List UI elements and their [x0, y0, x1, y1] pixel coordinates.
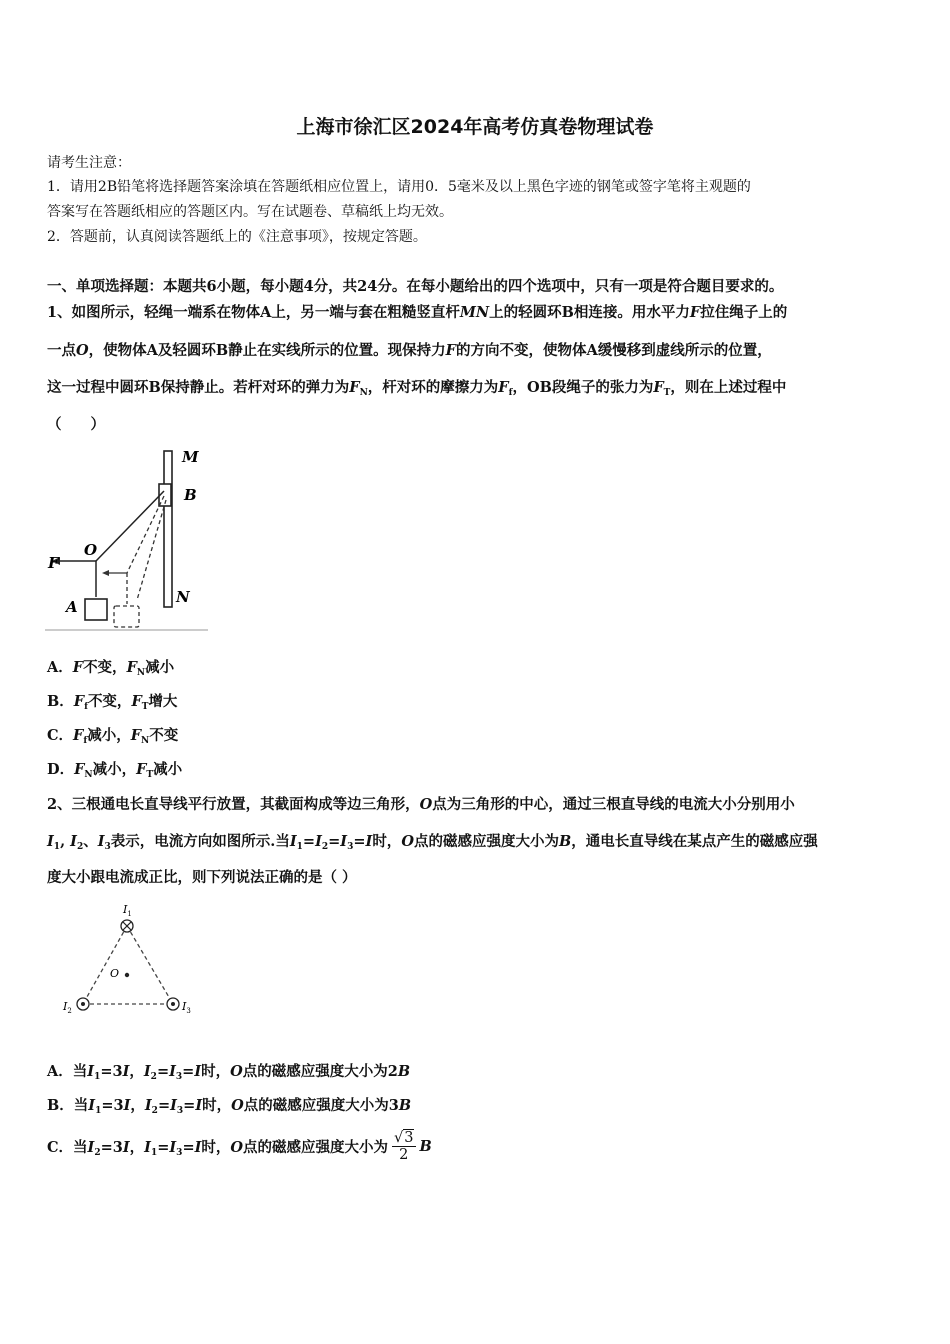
label-i1: $I_1$ [123, 903, 132, 918]
label-M: M [182, 448, 199, 466]
fraction-sqrt3-over-2: $\frac{√3}{2}$ [394, 1130, 414, 1163]
q1-line-1: 1、如图所示，轻绳一端系在物体A上，另一端与套在粗糙竖直杆MN上的轻圆环B相连接。用水平力F拉住绳子上的 [47, 304, 788, 321]
q2-line-1: 2、三根通电长直导线平行放置，其截面构成等边三角形，O点为三角形的中心，通过三根直导线的电流大小分别用小 [47, 796, 795, 813]
wire-2-out-of-page-icon [77, 998, 89, 1010]
q1-figure [40, 440, 215, 640]
q1-line-2: 一点O，使物体A及轻圆环B静止在实线所示的位置。现保持力F的方向不变，使物体A缓慢移到虚线所示的位置， [47, 342, 772, 359]
q1-option-c[interactable]: C．$F_f$减小，$F_N$不变 [47, 727, 179, 746]
q1-option-a[interactable]: A．F不变，$F_N$减小 [47, 659, 175, 678]
label-o: O [110, 967, 120, 980]
notice-line-1: 1．请用2B铅笔将选择题答案涂填在答题纸相应位置上，请用0．5毫米及以上黑色字迹的钢笔或签字笔将主观题的 [47, 179, 751, 195]
notice-line-2: 答案写在答题纸相应的答题区内。写在试题卷、草稿纸上均无效。 [47, 204, 453, 220]
label-i2: $I_2$ [63, 1000, 72, 1015]
label-N: N [176, 588, 190, 606]
label-A: A [66, 598, 78, 616]
q2-figure [55, 898, 215, 1026]
q2-option-b[interactable]: B．当$I_1=3I$，$I_2=I_3=I$时，O点的磁感应强度大小为3B [47, 1097, 412, 1116]
label-i3: $I_3$ [182, 1000, 191, 1015]
q2-line-3: 度大小跟电流成正比，则下列说法正确的是（ ） [47, 869, 357, 886]
notice-line-3: 2．答题前，认真阅读答题纸上的《注意事项》，按规定答题。 [47, 229, 427, 245]
q1-option-d[interactable]: D．$F_N$减小，$F_T$减小 [47, 761, 183, 780]
label-B: B [184, 486, 197, 504]
wire-1-into-page-icon [121, 920, 133, 932]
q1-option-b[interactable]: B．$F_f$不变，$F_T$增大 [47, 693, 178, 712]
notice-heading: 请考生注意： [47, 155, 131, 171]
section-1-heading: 一、单项选择题：本题共6小题，每小题4分，共24分。在每小题给出的四个选项中，只有一项是符合题目要求的。 [47, 278, 784, 295]
wire-3-out-of-page-icon [167, 998, 179, 1010]
q2-option-c[interactable]: C．当$I_2=3I$，$I_1=I_3=I$时，O点的磁感应强度大小为 $\frac{√3}{2}$ B [47, 1130, 432, 1163]
center-point-o [125, 973, 129, 977]
label-F: F [48, 554, 59, 572]
q1-answer-paren: （ ） [47, 416, 105, 433]
q2-line-2: $I_1$, $I_2$、$I_3$表示，电流方向如图所示.当$I_1=I_2=I_3=I$时，O点的磁感应强度大小为B，通电长直导线在某点产生的磁感应强 [47, 833, 818, 852]
label-O: O [84, 541, 98, 559]
q2-option-a[interactable]: A．当$I_1=3I$，$I_2=I_3=I$时，O点的磁感应强度大小为2B [47, 1063, 411, 1082]
page-title: 上海市徐汇区2024年高考仿真卷物理试卷 [296, 116, 654, 138]
q1-line-3: 这一过程中圆环B保持静止。若杆对环的弹力为$F_N$，杆对环的摩擦力为$F_f$，OB段绳子的张力为$F_T$，则在上述过程中 [47, 379, 787, 398]
